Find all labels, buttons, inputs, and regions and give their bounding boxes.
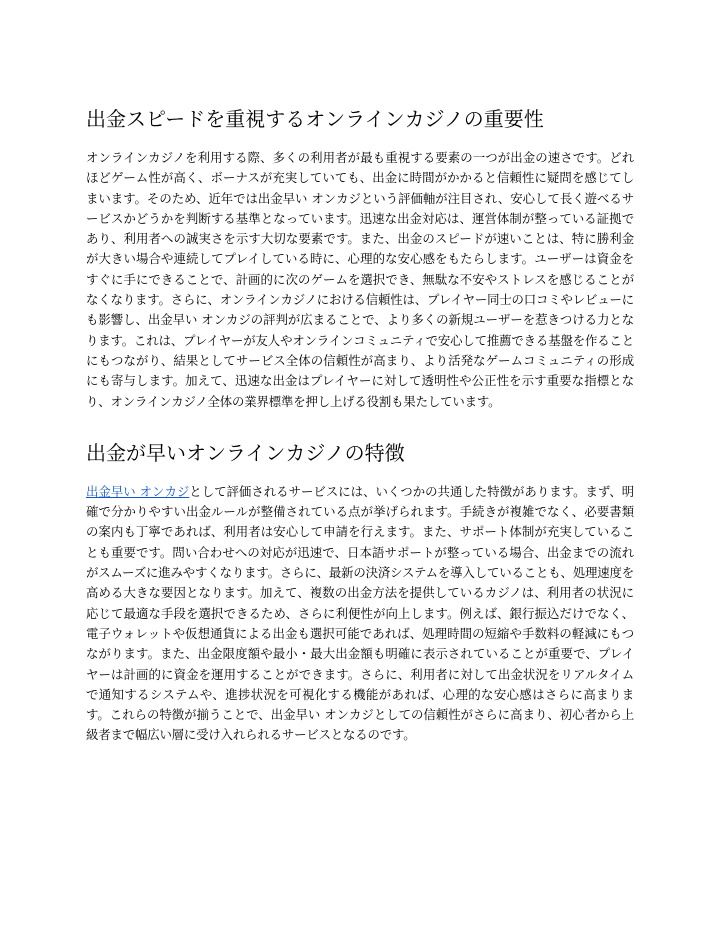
section-paragraph-importance: オンラインカジノを利用する際、多くの利用者が最も重視する要素の一つが出金の速さです。どれほどゲーム性が高く、ボーナスが充実していても、出金に時間がかかると信頼性に疑問を感じてしまいます。そのため、近年では出金早い オンカジという評価軸が注目され、安心して長く遊べるサービスかどうかを判断する基準となっています。迅速な出金対応は、運営体制が整っている証拠であり、利用者への誠実さを示す大切な要素です。また、出金のスピードが速いことは、特に勝利金が大きい場合や連続してプレイしている時に、心理的な安心感をもたらします。ユーザーは資金をすぐに手にできることで、計画的に次のゲームを選択でき、無駄な不安やストレスを感じることがなくなります。さらに、オンラインカジノにおける信頼性は、プレイヤー同士の口コミやレビューにも影響し、出金早い オンカジの評判が広まることで、より多くの新規ユーザーを惹きつける力となります。これは、プレイヤーが友人やオンラインコミュニティで安心して推薦できる基盤を作ることにもつながり、結果としてサービス全体の信頼性が高まり、より活発なゲームコミュニティの形成にも寄与します。加えて、迅速な出金はプレイヤーに対して透明性や公正性を示す重要な指標となり、オンラインカジノ全体の業界標準を押し上げる役割も果たしています。 [86,150,634,409]
online-casino-link[interactable]: 出金早い オンカジ [86,483,190,499]
document-page [86,104,634,746]
section-paragraph-features [86,482,634,746]
features-body-text: として評価されるサービスには、いくつかの共通した特徴があります。まず、明確で分かりやすい出金ルールが整備されている点が挙げられます。手続きが複雑でなく、必要書類の案内も丁寧であれば、利用者は安心して申請を行えます。また、サポート体制が充実していることも重要です。問い合わせへの対応が迅速で、日本語サポートが整っている場合、出金までの流れがスムーズに進みやすくなります。さらに、最新の決済システムを導入していることも、処理速度を高める大きな要因となります。加えて、複数の出金方法を提供しているカジノは、利用者の状況に応じて最適な手段を選択できるため、さらに利便性が向上します。例えば、銀行振込だけでなく、電子ウォレットや仮想通貨による出金も選択可能であれば、処理時間の短縮や手数料の軽減にもつながります。また、出金限度額や最小・最大出金額も明確に表示されていることが重要で、プレイヤーは計画的に資金を運用することができます。さらに、利用者に対して出金状況をリアルタイムで通知するシステムや、進捗状況を可視化する機能があれば、心理的な安心感はさらに高まります。これらの特徴が揃うことで、出金早い オンカジとしての信頼性がさらに高まり、初心者から上級者まで幅広い層に受け入れられるサービスとなるのです。 [86,483,634,743]
section-heading-importance: 出金スピードを重視するオンラインカジノの重要性 [86,107,544,131]
section-heading-features: 出金が早いオンラインカジノの特徴 [86,440,405,465]
